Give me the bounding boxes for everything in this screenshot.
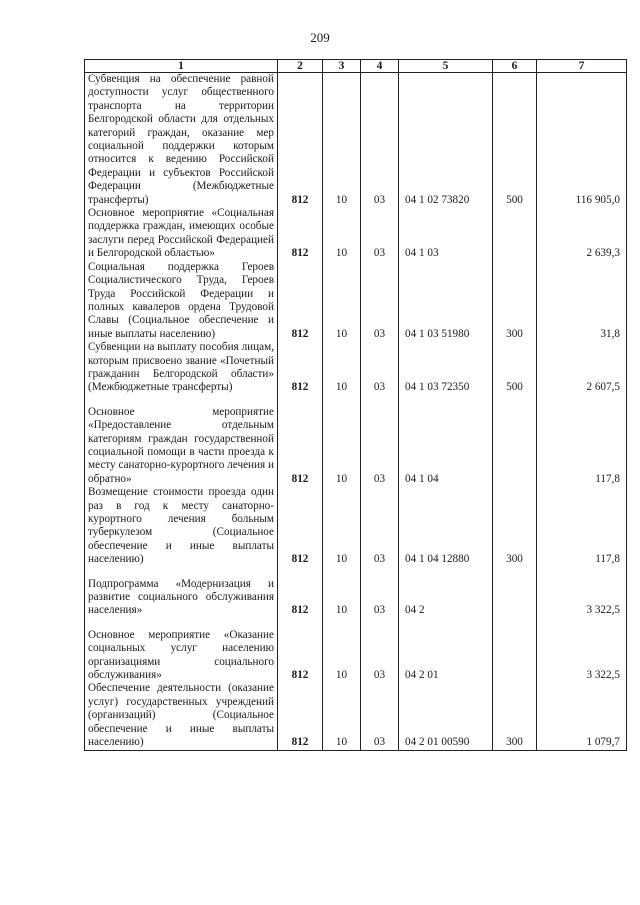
section-code: 10 (323, 341, 361, 395)
subsection-code: 03 (361, 261, 399, 341)
spacer-cell (399, 567, 493, 578)
table-row (85, 406, 627, 486)
subsection-code: 03 (361, 73, 399, 208)
target-article-code: 04 1 02 73820 (399, 73, 493, 208)
target-article-code: 04 2 01 (399, 629, 493, 683)
expense-type-code: 300 (493, 486, 537, 566)
spacer-cell (537, 567, 627, 578)
subsection-code: 03 (361, 406, 399, 486)
target-article-code: 04 1 03 51980 (399, 261, 493, 341)
table-row (85, 629, 627, 683)
expense-type-code (493, 207, 537, 261)
expense-type-code: 500 (493, 73, 537, 208)
subsection-code: 03 (361, 207, 399, 261)
subsection-code: 03 (361, 682, 399, 750)
spacer-cell (278, 395, 323, 406)
page-number: 209 (310, 30, 330, 45)
subsection-code: 03 (361, 486, 399, 566)
ministry-code: 812 (278, 629, 323, 683)
section-code: 10 (323, 578, 361, 618)
ministry-code: 812 (278, 73, 323, 208)
spacer-cell (537, 395, 627, 406)
table-row (85, 578, 627, 618)
spacer-cell (85, 395, 278, 406)
spacer-cell (493, 567, 537, 578)
ministry-code: 812 (278, 341, 323, 395)
ministry-code: 812 (278, 682, 323, 750)
header-cell-5: 5 (399, 60, 493, 73)
section-code: 10 (323, 486, 361, 566)
spacer-row (85, 618, 627, 629)
section-code: 10 (323, 629, 361, 683)
table-row (85, 486, 627, 566)
amount: 31,8 (537, 261, 627, 341)
table-row (85, 207, 627, 261)
subsection-code: 03 (361, 341, 399, 395)
amount: 116 905,0 (537, 73, 627, 208)
spacer-cell (323, 618, 361, 629)
spacer-cell (537, 618, 627, 629)
spacer-cell (361, 618, 399, 629)
table-row (85, 682, 627, 750)
spacer-cell (493, 395, 537, 406)
expense-type-code: 300 (493, 261, 537, 341)
budget-table (84, 59, 627, 751)
spacer-row (85, 567, 627, 578)
section-code: 10 (323, 682, 361, 750)
section-code: 10 (323, 261, 361, 341)
target-article-code: 04 1 04 12880 (399, 486, 493, 566)
spacer-cell (361, 567, 399, 578)
expense-type-code: 300 (493, 682, 537, 750)
target-article-code: 04 2 (399, 578, 493, 618)
item-name: Обеспечение деятельности (оказание услуг) государственных учреждений (организаций) (Социальное обеспечение и иные выплаты населению) (85, 682, 278, 750)
item-name: Основное мероприятие «Оказание социальных услуг населению организациями социального обслуживания» (85, 629, 278, 683)
target-article-code: 04 2 01 00590 (399, 682, 493, 750)
item-name: Субвенция на обеспечение равной доступности услуг общественного транспорта на территории Белгородской области для отдельных категорий граждан, оказание мер социальной поддержки которым относится к ведению Российской Федерации и субъектов Российской Федерации (Межбюджетные трансферты) (85, 73, 278, 208)
amount: 117,8 (537, 406, 627, 486)
spacer-row (85, 395, 627, 406)
spacer-cell (399, 395, 493, 406)
amount: 3 322,5 (537, 629, 627, 683)
subsection-code: 03 (361, 578, 399, 618)
table-row (85, 73, 627, 208)
expense-type-code: 500 (493, 341, 537, 395)
expense-type-code (493, 406, 537, 486)
item-name: Социальная поддержка Героев Социалистического Труда, Героев Труда Российской Федерации и полных кавалеров ордена Трудовой Славы (Социальное обеспечение и иные выплаты населению) (85, 261, 278, 341)
spacer-cell (361, 395, 399, 406)
table-row (85, 261, 627, 341)
section-code: 10 (323, 207, 361, 261)
amount: 2 607,5 (537, 341, 627, 395)
target-article-code: 04 1 04 (399, 406, 493, 486)
spacer-cell (85, 567, 278, 578)
spacer-cell (278, 567, 323, 578)
ministry-code: 812 (278, 578, 323, 618)
expense-type-code (493, 578, 537, 618)
spacer-cell (493, 618, 537, 629)
item-name: Основное мероприятие «Социальная поддержка граждан, имеющих особые заслуги перед Российской Федерацией и Белгородской областью» (85, 207, 278, 261)
spacer-cell (323, 395, 361, 406)
subsection-code: 03 (361, 629, 399, 683)
spacer-cell (323, 567, 361, 578)
header-cell-6: 6 (493, 60, 537, 73)
spacer-cell (399, 618, 493, 629)
header-cell-1: 1 (85, 60, 278, 73)
ministry-code: 812 (278, 406, 323, 486)
ministry-code: 812 (278, 207, 323, 261)
amount: 3 322,5 (537, 578, 627, 618)
spacer-cell (85, 618, 278, 629)
ministry-code: 812 (278, 486, 323, 566)
header-cell-2: 2 (278, 60, 323, 73)
target-article-code: 04 1 03 72350 (399, 341, 493, 395)
header-cell-7: 7 (537, 60, 627, 73)
header-cell-3: 3 (323, 60, 361, 73)
header-row (85, 60, 627, 73)
table-row (85, 341, 627, 395)
spacer-cell (278, 618, 323, 629)
table-body (85, 73, 627, 751)
item-name: Возмещение стоимости проезда один раз в год к месту санаторно-курортного лечения больным туберкулезом (Социальное обеспечение и иные выплаты населению) (85, 486, 278, 566)
item-name: Подпрограмма «Модернизация и развитие социального обслуживания населения» (85, 578, 278, 618)
item-name: Субвенции на выплату пособия лицам, которым присвоено звание «Почетный гражданин Белгородской области» (Межбюджетные трансферты) (85, 341, 278, 395)
expense-type-code (493, 629, 537, 683)
target-article-code: 04 1 03 (399, 207, 493, 261)
amount: 1 079,7 (537, 682, 627, 750)
item-name: Основное мероприятие «Предоставление отдельным категориям граждан государственной социальной помощи в части проезда к месту санаторно-курортного лечения и обратно» (85, 406, 278, 486)
ministry-code: 812 (278, 261, 323, 341)
section-code: 10 (323, 73, 361, 208)
amount: 117,8 (537, 486, 627, 566)
header-cell-4: 4 (361, 60, 399, 73)
amount: 2 639,3 (537, 207, 627, 261)
section-code: 10 (323, 406, 361, 486)
